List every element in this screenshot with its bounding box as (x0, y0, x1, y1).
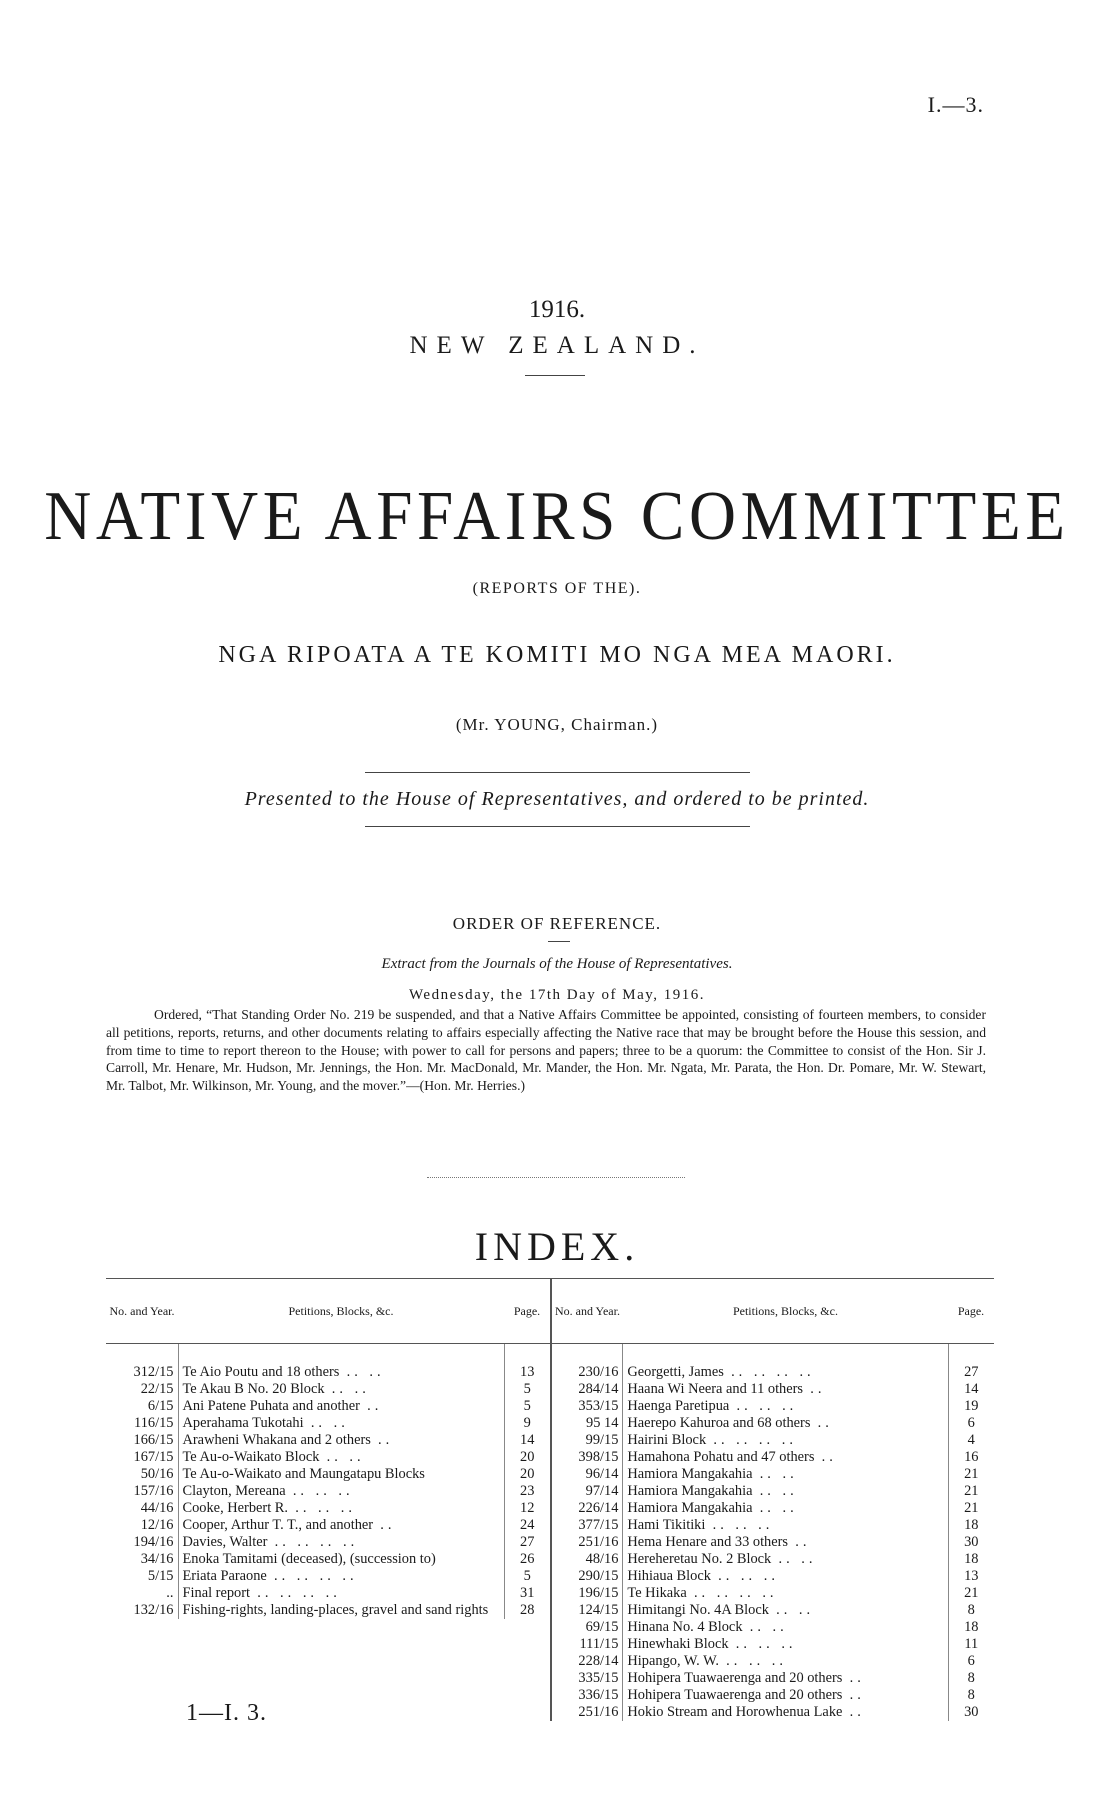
order-of-reference-heading: ORDER OF REFERENCE. (452, 914, 662, 933)
entry-page: 18 (964, 1517, 979, 1533)
leader-dots: .. .. .. (736, 1398, 798, 1414)
entry-name: Haenga Paretipua (627, 1398, 730, 1414)
entry-page: 20 (520, 1449, 535, 1465)
leader-dots: .. .. (749, 1619, 788, 1635)
extract-line: Extract from the Journals of the House of Representatives. (381, 956, 733, 972)
entry-page: 21 (964, 1483, 979, 1499)
page-reference: I.—3. (927, 92, 984, 117)
entry-page: 5 (523, 1398, 531, 1414)
entry-name: Aperahama Tukotahi (182, 1415, 304, 1431)
entry-number: 251/16 (578, 1534, 619, 1550)
entry-page: 27 (520, 1534, 535, 1550)
leader-dots: .. .. (310, 1415, 349, 1431)
divider (548, 941, 570, 942)
entry-name-cell (178, 1432, 504, 1449)
table-row (106, 1602, 550, 1619)
entry-name-cell (623, 1704, 948, 1721)
entry-name-cell (178, 1568, 504, 1585)
entry-number: 290/15 (578, 1568, 619, 1584)
table-row (551, 1500, 994, 1517)
entry-page: 8 (967, 1670, 975, 1686)
entry-page: 8 (967, 1687, 975, 1703)
entry-page: 30 (964, 1534, 979, 1550)
entry-number: 48/16 (585, 1551, 619, 1567)
entry-number: 6/15 (147, 1398, 174, 1414)
table-row (106, 1483, 550, 1500)
leader-dots: .. (849, 1704, 865, 1720)
leader-dots: .. .. .. .. (731, 1364, 815, 1380)
entry-page: 20 (520, 1466, 535, 1482)
entry-number: .. (166, 1585, 174, 1601)
leader-dots: .. (849, 1687, 865, 1703)
entry-name: Hinewhaki Block (627, 1636, 729, 1652)
table-row (106, 1500, 550, 1517)
entry-name-cell (623, 1483, 948, 1500)
entry-page: 31 (520, 1585, 535, 1601)
entry-name-cell (178, 1415, 504, 1432)
document-year: 1916. (528, 296, 586, 323)
table-row (551, 1585, 994, 1602)
entry-number: 111/15 (579, 1636, 619, 1652)
entry-name: Hipango, W. W. (627, 1653, 719, 1669)
index-table-right (550, 1278, 994, 1721)
table-row (106, 1381, 550, 1398)
entry-name: Hinana No. 4 Block (627, 1619, 743, 1635)
entry-name-cell (178, 1585, 504, 1602)
entry-number: 226/14 (578, 1500, 619, 1516)
table-row (551, 1466, 994, 1483)
entry-name-cell (623, 1534, 948, 1551)
entry-page: 27 (964, 1364, 979, 1380)
entry-name: Hohipera Tuawaerenga and 20 others (627, 1670, 843, 1686)
entry-page: 5 (523, 1568, 531, 1584)
entry-number: 95 14 (586, 1415, 619, 1431)
order-text: Ordered, “That Standing Order No. 219 be suspended, and that a Native Affairs Committee be appointed, consisting of fourteen members, to consider all petitions, reports, returns, and other documents relating to affairs especially affecting the Native race that may be brought before the House this session, and from time to time to report thereon to the House; with power to call for persons and papers; three to be a quorum: the Committee to consist of the Hon. Sir J. Carroll, Mr. Henare, Mr. Hudson, Mr. Jennings, the Hon. Mr. MacDonald, Mr. Mander, the Hon. Mr. Ngata, Mr. Parata, the Hon. Dr. Pomare, Mr. W. Stewart, Mr. Talbot, Mr. Wilkinson, Mr. Young, and the mover.”—(Hon. Mr. Herries.) (106, 1007, 986, 1094)
entry-name-cell (178, 1602, 504, 1619)
table-row (551, 1432, 994, 1449)
leader-dots: .. .. .. (292, 1483, 354, 1499)
entry-number: 132/16 (133, 1602, 174, 1618)
entry-page: 21 (964, 1585, 979, 1601)
table-row (551, 1517, 994, 1534)
entry-name: Hokio Stream and Horowhenua Lake (627, 1704, 843, 1720)
entry-name: Cooke, Herbert R. (182, 1500, 289, 1516)
entry-number: 398/15 (578, 1449, 619, 1465)
entry-page: 14 (964, 1381, 979, 1397)
column-header-page: Page. (948, 1279, 994, 1344)
table-row (551, 1653, 994, 1670)
entry-number: 196/15 (578, 1585, 619, 1601)
entry-name-cell (623, 1636, 948, 1653)
maori-title: NGA RIPOATA A TE KOMITI MO NGA MEA MAORI. (218, 642, 896, 668)
leader-dots: .. .. .. .. (274, 1534, 359, 1550)
entry-page: 21 (964, 1500, 979, 1516)
entry-number: 335/15 (578, 1670, 619, 1686)
entry-page: 8 (967, 1602, 975, 1618)
entry-name: Te Au-o-Waikato Block (182, 1449, 320, 1465)
entry-name: Ani Patene Puhata and another (182, 1398, 360, 1414)
entry-number: 167/15 (133, 1449, 174, 1465)
entry-page: 13 (520, 1364, 535, 1380)
entry-page: 16 (964, 1449, 979, 1465)
table-row (551, 1704, 994, 1721)
entry-name-cell (623, 1687, 948, 1704)
entry-name-cell (623, 1619, 948, 1636)
entry-name-cell (623, 1466, 948, 1483)
entry-number: 5/15 (147, 1568, 174, 1584)
entry-page: 11 (964, 1636, 979, 1652)
entry-page: 14 (520, 1432, 535, 1448)
entry-name: Clayton, Mereana (182, 1483, 286, 1499)
entry-page: 18 (964, 1619, 979, 1635)
entry-name: Cooper, Arthur T. T., and another (182, 1517, 374, 1533)
entry-number: 97/14 (585, 1483, 619, 1499)
entry-name: Hamiora Mangakahia (627, 1483, 753, 1499)
entry-name-cell (178, 1551, 504, 1568)
entry-page: 18 (964, 1551, 979, 1567)
entry-name-cell (178, 1344, 504, 1382)
entry-name-cell (178, 1381, 504, 1398)
entry-number: 99/15 (585, 1432, 619, 1448)
entry-name-cell (623, 1344, 948, 1382)
leader-dots: .. .. (759, 1483, 798, 1499)
leader-dots: .. .. .. (726, 1653, 787, 1669)
entry-page: 4 (967, 1432, 975, 1448)
entry-number: 336/15 (578, 1687, 619, 1703)
leader-dots: .. (810, 1381, 826, 1397)
chairman-line: (Mr. YOUNG, Chairman.) (455, 715, 659, 734)
entry-name-cell (623, 1585, 948, 1602)
entry-number: 44/16 (140, 1500, 174, 1516)
entry-page: 28 (520, 1602, 535, 1618)
entry-number: 353/15 (578, 1398, 619, 1414)
divider (525, 375, 585, 376)
leader-dots: .. (367, 1398, 383, 1414)
entry-name: Hema Henare and 33 others (627, 1534, 789, 1550)
leader-dots: .. .. (776, 1602, 815, 1618)
table-row (551, 1687, 994, 1704)
entry-name: Final report (182, 1585, 251, 1601)
table-row (551, 1534, 994, 1551)
leader-dots: .. .. .. .. (693, 1585, 778, 1601)
entry-page: 30 (964, 1704, 979, 1720)
leader-dots: .. .. .. (735, 1636, 797, 1652)
table-row (106, 1449, 550, 1466)
entry-page: 26 (520, 1551, 535, 1567)
entry-number: 194/16 (133, 1534, 174, 1550)
entry-number: 96/14 (585, 1466, 619, 1482)
entry-number: 69/15 (585, 1619, 619, 1635)
table-row (551, 1449, 994, 1466)
table-row (551, 1568, 994, 1585)
entry-name-cell (178, 1466, 504, 1483)
entry-number: 251/16 (578, 1704, 619, 1720)
entry-number: 50/16 (140, 1466, 174, 1482)
leader-dots: .. .. .. .. (713, 1432, 797, 1448)
table-row (106, 1517, 550, 1534)
entry-number: 34/16 (140, 1551, 174, 1567)
table-row (106, 1534, 550, 1551)
divider (365, 772, 750, 773)
entry-page: 13 (964, 1568, 979, 1584)
leader-dots: .. .. .. (295, 1500, 356, 1516)
entry-number: 124/15 (578, 1602, 619, 1618)
table-row (106, 1344, 550, 1382)
entry-name: Fishing-rights, landing-places, gravel and sand rights (182, 1602, 489, 1618)
table-row (106, 1466, 550, 1483)
leader-dots: .. .. .. .. (274, 1568, 358, 1584)
column-header-no: No. and Year. (106, 1279, 178, 1344)
entry-number: 116/15 (134, 1415, 174, 1431)
entry-page: 5 (523, 1381, 531, 1397)
entry-name: Hamahona Pohatu and 47 others (627, 1449, 815, 1465)
entry-page: 6 (967, 1653, 975, 1669)
entry-number: 157/16 (133, 1483, 174, 1499)
entry-name: Eriata Paraone (182, 1568, 267, 1584)
entry-name: Te Hikaka (627, 1585, 687, 1601)
entry-page: 23 (520, 1483, 535, 1499)
entry-name-cell (178, 1483, 504, 1500)
entry-name: Hohipera Tuawaerenga and 20 others (627, 1687, 843, 1703)
entry-name: Georgetti, James (627, 1364, 724, 1380)
column-header-no: No. and Year. (551, 1279, 623, 1344)
entry-number: 284/14 (578, 1381, 619, 1397)
table-row (551, 1415, 994, 1432)
entry-name: Hamiora Mangakahia (627, 1466, 753, 1482)
entry-name: Hihiaua Block (627, 1568, 711, 1584)
table-row (551, 1381, 994, 1398)
entry-name-cell (178, 1398, 504, 1415)
table-row (551, 1344, 994, 1382)
entry-name: Haana Wi Neera and 11 others (627, 1381, 804, 1397)
leader-dots: .. .. (778, 1551, 817, 1567)
entry-name: Haerepo Kahuroa and 68 others (627, 1415, 811, 1431)
table-row (106, 1585, 550, 1602)
leader-dots: .. .. (331, 1381, 370, 1397)
country-heading: NEW ZEALAND. (409, 332, 705, 359)
entry-name: Hamiora Mangakahia (627, 1500, 753, 1516)
leader-dots: .. (378, 1432, 394, 1448)
table-row (551, 1619, 994, 1636)
leader-dots: .. .. .. (712, 1517, 774, 1533)
entry-name-cell (623, 1398, 948, 1415)
leader-dots: .. .. (346, 1364, 385, 1380)
leader-dots: .. .. .. .. (257, 1585, 341, 1601)
entry-name: Hami Tikitiki (627, 1517, 706, 1533)
table-row (551, 1602, 994, 1619)
entry-number: 312/15 (133, 1364, 174, 1380)
table-row (106, 1551, 550, 1568)
entry-name-cell (623, 1670, 948, 1687)
divider (365, 826, 750, 827)
footer-code: 1—I. 3. (186, 1700, 267, 1726)
entry-name: Te Aio Poutu and 18 others (182, 1364, 340, 1380)
table-row (106, 1432, 550, 1449)
entry-name: Te Akau B No. 20 Block (182, 1381, 325, 1397)
entry-name-cell (178, 1449, 504, 1466)
leader-dots: .. .. (759, 1500, 798, 1516)
entry-name-cell (623, 1381, 948, 1398)
entry-name: Arawheni Whakana and 2 others (182, 1432, 371, 1448)
table-row (551, 1551, 994, 1568)
entry-number: 166/15 (133, 1432, 174, 1448)
entry-page: 19 (964, 1398, 979, 1414)
entry-name-cell (178, 1534, 504, 1551)
entry-name-cell (178, 1500, 504, 1517)
entry-name-cell (178, 1517, 504, 1534)
leader-dots: .. (821, 1449, 837, 1465)
index-table-left (106, 1278, 550, 1619)
entry-number: 228/14 (578, 1653, 619, 1669)
leader-dots: .. .. (759, 1466, 798, 1482)
entry-name: Te Au-o-Waikato and Maungatapu Blocks (182, 1466, 425, 1482)
entry-name-cell (623, 1568, 948, 1585)
entry-page: 9 (523, 1415, 531, 1431)
entry-page: 21 (964, 1466, 979, 1482)
table-row (106, 1568, 550, 1585)
leader-dots: .. .. (326, 1449, 365, 1465)
divider (427, 1177, 685, 1178)
column-header-petitions: Petitions, Blocks, &c. (623, 1279, 948, 1344)
index-heading: INDEX. (474, 1224, 640, 1269)
entry-name: Hereheretau No. 2 Block (627, 1551, 772, 1567)
entry-name: Enoka Tamitami (deceased), (succession to) (182, 1551, 436, 1567)
column-header-page: Page. (504, 1279, 550, 1344)
entry-name-cell (623, 1653, 948, 1670)
entry-name: Davies, Walter (182, 1534, 268, 1550)
leader-dots: .. (817, 1415, 833, 1431)
leader-dots: .. (380, 1517, 396, 1533)
entry-name-cell (623, 1500, 948, 1517)
entry-number: 230/16 (578, 1364, 619, 1380)
table-row (551, 1483, 994, 1500)
leader-dots: .. (849, 1670, 865, 1686)
entry-name-cell (623, 1602, 948, 1619)
entry-name-cell (623, 1432, 948, 1449)
subtitle: (REPORTS OF THE). (472, 580, 642, 597)
entry-number: 377/15 (578, 1517, 619, 1533)
table-row (106, 1398, 550, 1415)
entry-name-cell (623, 1449, 948, 1466)
presented-line: Presented to the House of Representatives, and ordered to be printed. (244, 788, 870, 810)
main-title: NATIVE AFFAIRS COMMITTEE (44, 478, 1070, 555)
entry-page: 6 (967, 1415, 975, 1431)
column-header-petitions: Petitions, Blocks, &c. (178, 1279, 504, 1344)
table-row (551, 1670, 994, 1687)
entry-page: 24 (520, 1517, 535, 1533)
leader-dots: .. .. .. (718, 1568, 779, 1584)
entry-name-cell (623, 1551, 948, 1568)
entry-page: 12 (520, 1500, 535, 1516)
entry-number: 22/15 (140, 1381, 174, 1397)
table-row (551, 1398, 994, 1415)
entry-number: 12/16 (140, 1517, 174, 1533)
table-row (106, 1415, 550, 1432)
leader-dots: .. (795, 1534, 811, 1550)
entry-name-cell (623, 1415, 948, 1432)
entry-name-cell (623, 1517, 948, 1534)
entry-name: Hairini Block (627, 1432, 707, 1448)
date-line: Wednesday, the 17th Day of May, 1916. (408, 987, 706, 1003)
entry-name: Himitangi No. 4A Block (627, 1602, 769, 1618)
table-row (551, 1636, 994, 1653)
